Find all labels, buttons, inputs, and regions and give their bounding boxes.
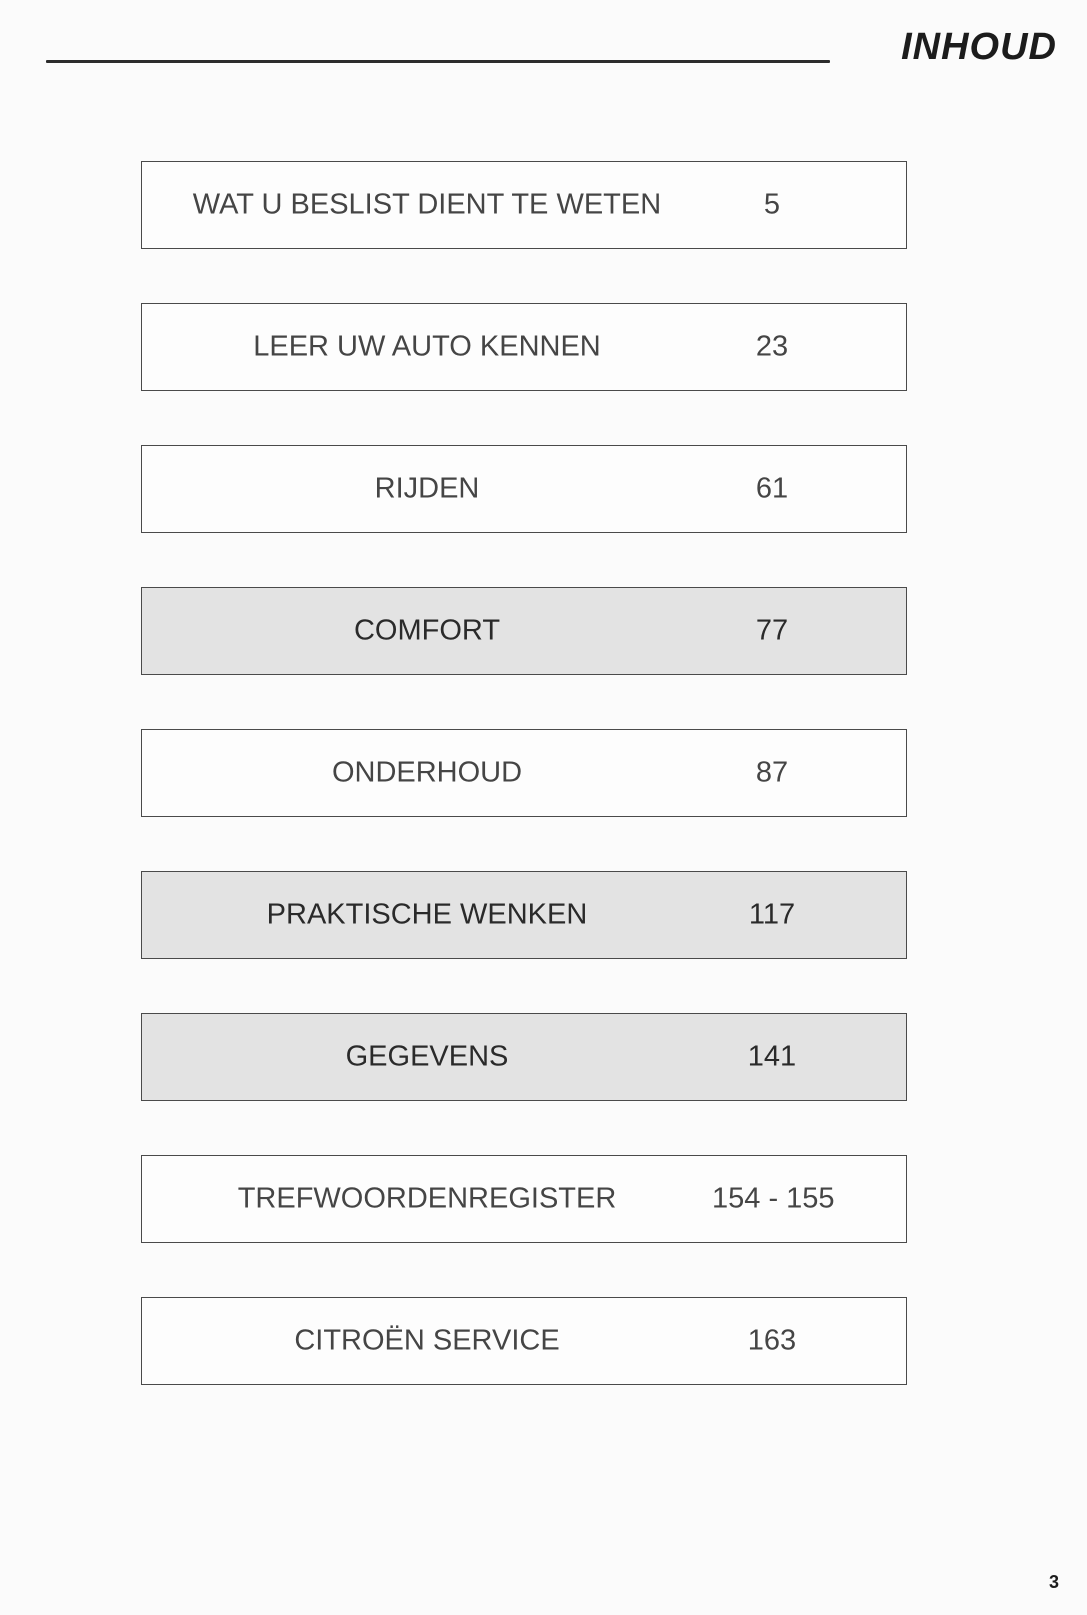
toc-entry-label: GEGEVENS xyxy=(345,1040,509,1073)
toc-entry-label: ONDERHOUD xyxy=(331,756,523,789)
toc-entry-page: 5 xyxy=(763,188,781,221)
page-number: 3 xyxy=(1048,1572,1059,1592)
toc-entry[interactable] xyxy=(141,871,907,959)
toc-entry[interactable] xyxy=(141,1013,907,1101)
toc-entry[interactable] xyxy=(141,587,907,675)
toc-entry[interactable] xyxy=(141,1155,907,1243)
toc-entry[interactable] xyxy=(141,445,907,533)
toc-entry[interactable] xyxy=(141,729,907,817)
toc-entry-label: COMFORT xyxy=(353,614,501,647)
toc-entry-label: TREFWOORDENREGISTER xyxy=(237,1182,617,1215)
toc-entry-page: 77 xyxy=(755,614,789,647)
toc-entry-page: 154 - 155 xyxy=(712,1182,835,1215)
toc-entry-page: 23 xyxy=(755,330,789,363)
toc-entry[interactable] xyxy=(141,161,907,249)
toc-entry-page: 141 xyxy=(747,1040,797,1073)
table-of-contents xyxy=(141,161,907,1439)
toc-entry-label: CITROËN SERVICE xyxy=(294,1324,560,1357)
toc-entry-label: PRAKTISCHE WENKEN xyxy=(266,898,588,931)
toc-entry-page: 117 xyxy=(748,898,796,931)
toc-entry-page: 61 xyxy=(755,472,789,505)
toc-entry-page: 87 xyxy=(755,756,789,789)
toc-entry-label: RIJDEN xyxy=(374,472,480,505)
toc-entry-label: WAT U BESLIST DIENT TE WETEN xyxy=(192,188,662,221)
toc-entry[interactable] xyxy=(141,1297,907,1385)
header-rule xyxy=(46,60,830,63)
toc-entry[interactable] xyxy=(141,303,907,391)
page-title: INHOUD xyxy=(901,26,1057,68)
toc-entry-page: 163 xyxy=(747,1324,797,1357)
toc-entry-label: LEER UW AUTO KENNEN xyxy=(253,330,601,363)
